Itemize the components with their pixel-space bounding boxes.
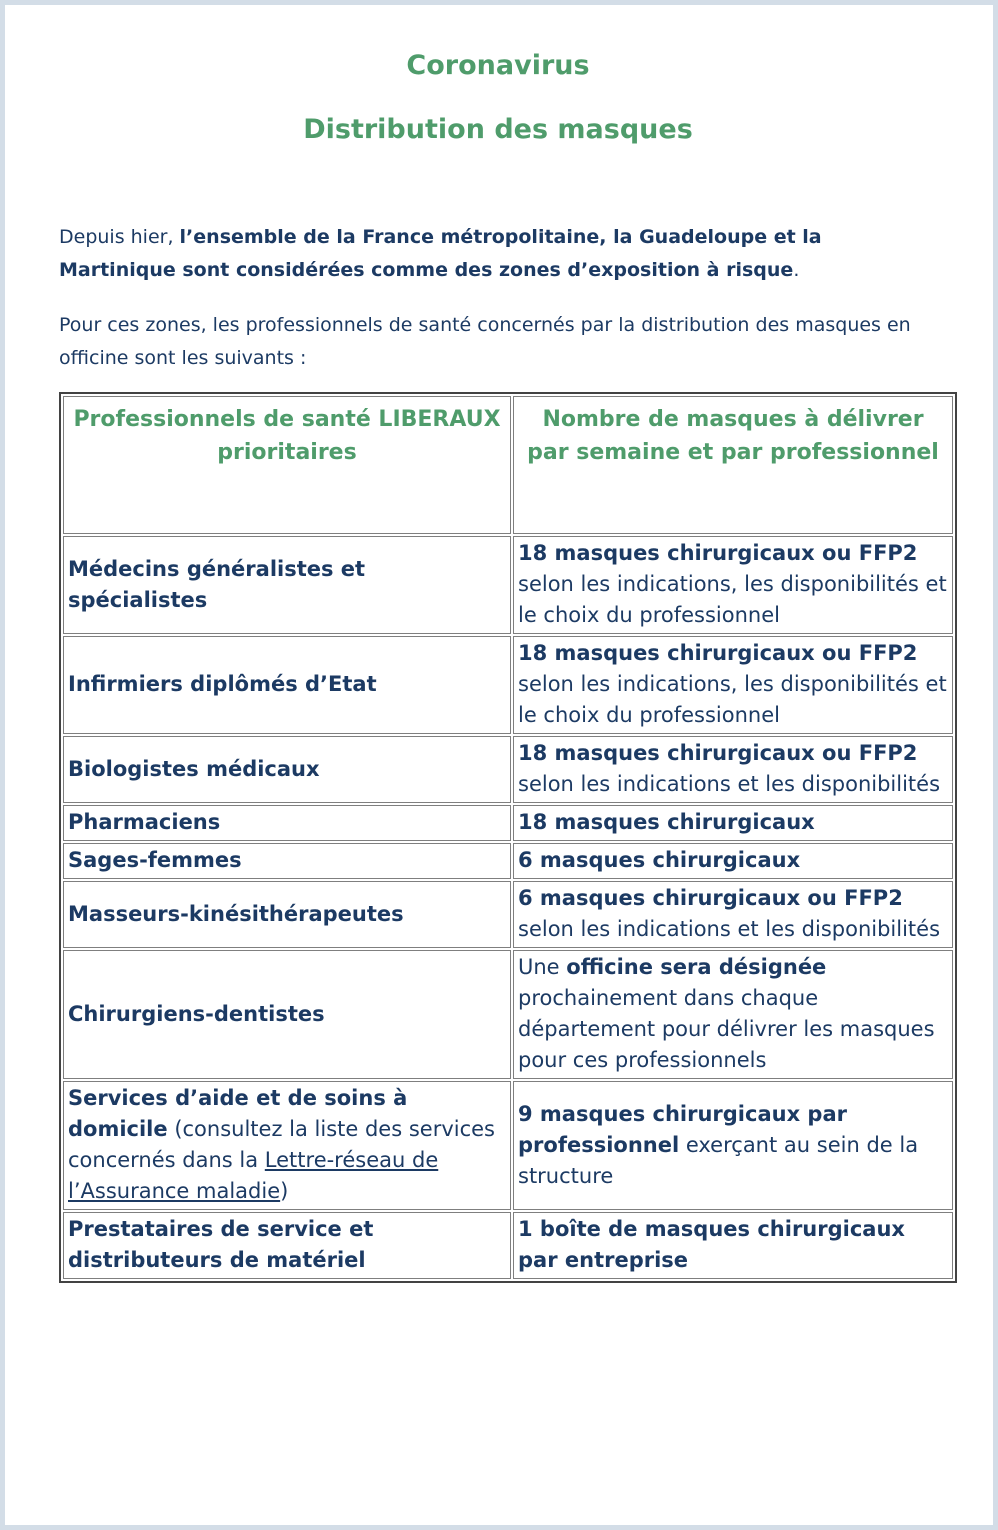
table-row <box>63 636 953 734</box>
intro-p1-lead: Depuis hier, <box>59 226 180 248</box>
allocation-cell <box>513 950 953 1079</box>
profession-cell <box>63 805 511 841</box>
cell-text-segment: exerçant au sein de la structure <box>518 1132 919 1188</box>
allocation-cell <box>513 536 953 634</box>
profession-cell <box>63 881 511 948</box>
intro-paragraph-2: Pour ces zones, les professionnels de santé concernés par la distribution des masques en officine sont les suivants : <box>59 314 911 369</box>
allocation-cell <box>513 636 953 734</box>
cell-text-segment: 6 masques chirurgicaux ou FFP2 <box>518 886 903 910</box>
cell-text-segment: 6 masques chirurgicaux <box>518 848 801 872</box>
profession-cell <box>63 1212 511 1279</box>
intro-p1-period: . <box>793 259 800 281</box>
cell-text-segment: 18 masques chirurgicaux <box>518 810 815 834</box>
masks-distribution-table <box>59 392 957 1283</box>
table-row <box>63 805 953 841</box>
cell-text-segment: Sages-femmes <box>68 848 242 872</box>
allocation-cell <box>513 736 953 803</box>
assurance-maladie-link[interactable]: Lettre-réseau de l’Assurance maladie <box>68 1148 439 1203</box>
cell-text-segment: Chirurgiens-dentistes <box>68 1001 325 1026</box>
cell-text-segment: Une <box>518 955 567 979</box>
profession-cell <box>63 636 511 734</box>
table-row <box>63 536 953 634</box>
allocation-cell <box>513 843 953 879</box>
table-row <box>63 736 953 803</box>
page-subtitle: Distribution des masques <box>303 114 693 145</box>
cell-text-segment: prochainement dans chaque département pour délivrer les masques pour ces professionnels <box>518 986 935 1072</box>
profession-cell <box>63 736 511 803</box>
cell-text-segment: (consultez la liste des services concernés dans la <box>68 1117 495 1172</box>
allocation-cell <box>513 1081 953 1210</box>
cell-text-segment: selon les indications, les disponibilités et le choix du professionnel <box>518 572 947 627</box>
cell-text-segment: 18 masques chirurgicaux ou FFP2 <box>518 741 918 765</box>
intro-paragraph-1 <box>59 221 937 287</box>
table-row <box>63 950 953 1079</box>
profession-cell <box>63 843 511 879</box>
allocation-cell <box>513 1212 953 1279</box>
cell-text-segment: Pharmaciens <box>68 810 221 834</box>
cell-text-segment: 1 boîte de masques chirurgicaux par entreprise <box>518 1217 905 1272</box>
table-header-row <box>63 396 953 534</box>
cell-text-segment: Biologistes médicaux <box>68 756 320 781</box>
allocation-cell <box>513 805 953 841</box>
cell-text-segment: 9 masques chirurgicaux par professionnel <box>518 1101 847 1157</box>
table-row <box>63 1081 953 1210</box>
cell-text-segment: selon les indications et les disponibilités <box>518 917 941 941</box>
page-title: Coronavirus <box>406 50 590 81</box>
allocation-cell <box>513 881 953 948</box>
cell-text-segment: officine sera désignée <box>566 955 827 979</box>
profession-cell <box>63 1081 511 1210</box>
table-body <box>63 536 953 1279</box>
cell-text-segment: Prestataires de service et distributeurs de matériel <box>68 1217 374 1272</box>
table-row <box>63 843 953 879</box>
column-header-mask-count: Nombre de masques à délivrer par semaine et par professionnel <box>513 396 953 534</box>
column-header-professionals: Professionnels de santé LIBERAUX prioritaires <box>63 396 511 534</box>
cell-text-segment: 18 masques chirurgicaux ou FFP2 <box>518 641 918 665</box>
intro-p1-bold: l’ensemble de la France métropolitaine, la Guadeloupe et la Martinique sont considérées comme des zones d’exposition à risque <box>59 226 822 281</box>
table-row <box>63 881 953 948</box>
cell-text-segment: selon les indications et les disponibilités <box>518 772 941 796</box>
table-row <box>63 1212 953 1279</box>
cell-text-segment: ) <box>280 1179 289 1203</box>
cell-text-segment: Médecins généralistes et spécialistes <box>68 556 366 612</box>
table-header <box>63 396 953 534</box>
cell-text-segment: Services d’aide et de soins à domicile <box>68 1086 408 1141</box>
cell-text-segment: Masseurs-kinésithérapeutes <box>68 901 404 926</box>
profession-cell <box>63 950 511 1079</box>
cell-text-segment: 18 masques chirurgicaux ou FFP2 <box>518 541 918 565</box>
profession-cell <box>63 536 511 634</box>
cell-text-segment: Infirmiers diplômés d’Etat <box>68 672 377 696</box>
cell-text-segment: selon les indications, les disponibilités et le choix du professionnel <box>518 672 947 727</box>
